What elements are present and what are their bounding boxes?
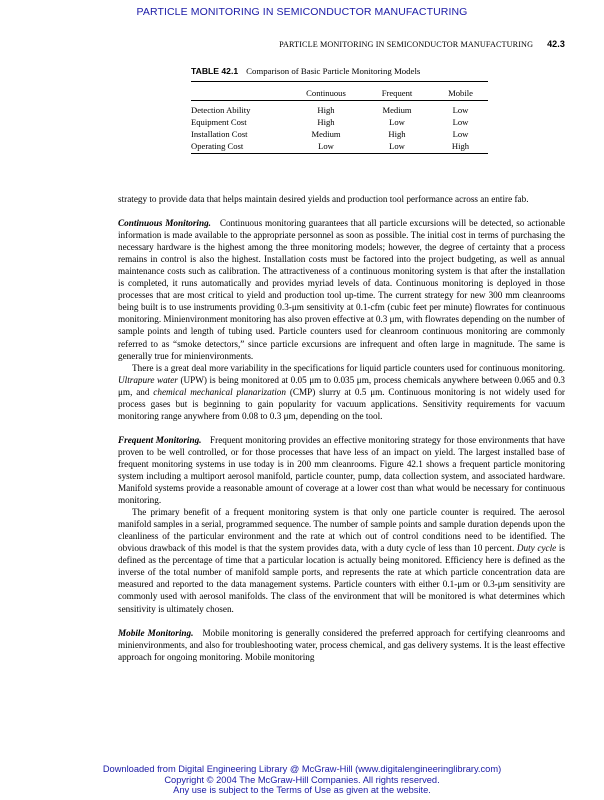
text-span: is defined as the percentage of time that a particular location is actually being monitored. Efficiency here is defined as the inverse of the total number of manifold sample ports, and represents the rate at which particle concentration data are measured and reported to the data management systems. Particle counters with either 0.1-μm or 0.3-μm sensitivity are commonly used with aerosol manifolds. The class of the environment that will be monitored is what determines which sensitivity is ultimately chosen. (118, 543, 565, 614)
body-text (118, 193, 565, 663)
comparison-table (191, 87, 488, 152)
footer-terms: Any use is subject to the Terms of Use as given at the website. (173, 785, 431, 796)
mobile-text: Mobile monitoring is generally considered the preferred approach for certifying cleanrooms and minienvironments, and also for troubleshooting water, process chemical, and gas delivery systems. It is the least effective approach for ongoing monitoring. Mobile monitoring (118, 627, 565, 662)
table-cell: High (317, 117, 335, 127)
mobile-paragraph-1 (118, 627, 565, 663)
text-span: (UPW) is being monitored at 0.05 μm to 0.035 μm, process chemicals anywhere between 0.065 and 0.3 μm, and (118, 374, 565, 397)
download-banner: PARTICLE MONITORING IN SEMICONDUCTOR MANUFACTURING (136, 6, 468, 18)
table-header-cell: Frequent (381, 88, 413, 98)
table-cell: Low (452, 105, 469, 115)
table-cell: Low (389, 117, 405, 127)
text-span: (CMP) slurry at 0.5 μm. Continuous monitoring is not widely used for process gases but is beginning to gain popularity for vacuum applications. Sensitivity requirements for vacuum monitoring range anywhere from 0.08 to 0.3 μm, depending on the tool. (118, 386, 565, 421)
table-row (191, 140, 488, 152)
table-header-row (191, 87, 488, 104)
term-duty-cycle: Duty cycle (516, 543, 557, 554)
table-row (191, 104, 488, 116)
table-cell: Low (389, 141, 405, 151)
frequent-heading: Frequent Monitoring. (118, 434, 202, 445)
table-bottom-rule (191, 153, 488, 154)
footer (0, 764, 604, 796)
frequent-paragraph-2 (118, 506, 565, 614)
table-header-empty (191, 87, 291, 104)
table-cell: High (451, 141, 470, 151)
table-row (191, 116, 488, 128)
term-ultrapure-water: Ultrapure water (118, 374, 178, 385)
continuous-paragraph-1 (118, 217, 565, 362)
row-label: Equipment Cost (191, 117, 247, 127)
continuous-text: Continuous monitoring guarantees that all particle excursions will be detected, so actionable information is made available to the appropriate personnel as soon as possible. The initial cost in terms of purchasing the necessary hardware is the highest among the three monitoring models; however, the degree of certainty that a process remains in control is also the highest. Installation costs must be factored into the project budgeting, as well as annual maintenance costs such as calibration. The attractiveness of a continuous monitoring system is that after the installation is completed, it runs automatically and provides myriad levels of data. Continuous monitoring is deployed in those processes that are most critical to yield and production tool up-time. The current strategy for new 300 mm cleanrooms being built is to use instruments providing 0.3-μm sensitivity at 0.1-cfm (cubic feet per minute) flowrates for continuous monitoring. Minienvironment monitoring has also proven effective at 0.3 μm, with flowrates depending on the number of sample points and length of tubing used. Particle counters used for cleanroom continuous monitoring are commonly referred to as “smoke detectors,” since particle excursions are infrequent and often large in magnitude. The same is generally true for minienvironments. (118, 218, 566, 361)
table-cell: Low (318, 141, 334, 151)
table-title: Comparison of Basic Particle Monitoring Models (246, 66, 421, 76)
running-head (120, 39, 565, 49)
table-row (191, 128, 488, 140)
frequent-paragraph-1 (118, 434, 565, 506)
table-cell: Low (452, 117, 469, 127)
continuous-paragraph-2 (118, 362, 565, 422)
row-label: Operating Cost (191, 141, 244, 151)
footer-copyright: Copyright © 2004 The McGraw-Hill Companies. All rights reserved. (164, 774, 440, 785)
mobile-heading: Mobile Monitoring. (118, 627, 194, 638)
intro-paragraph: strategy to provide data that helps maintain desired yields and production tool performance across an entire fab. (118, 194, 529, 204)
row-label: Detection Ability (191, 105, 251, 115)
row-label: Installation Cost (191, 129, 248, 139)
term-cmp: chemical mechanical planarization (153, 386, 286, 397)
table-cell: High (317, 105, 335, 115)
footer-download-link[interactable]: Downloaded from Digital Engineering Library @ McGraw-Hill (www.digitalengineeringlibrary.com) (102, 764, 502, 774)
table-cell: Medium (382, 105, 412, 115)
running-head-title: PARTICLE MONITORING IN SEMICONDUCTOR MANUFACTURING (279, 40, 534, 49)
frequent-text: Frequent monitoring provides an effective monitoring strategy for those environments that have proven to be well controlled, or for those processes that have less of an impact on yield. The largest installed base of frequent monitoring systems in use today is in 200 mm cleanrooms. Figure 42.1 shows a frequent particle monitoring system including a multiport aerosol manifold, particle counter, pump, data collection system, and associated hardware. Manifold systems provide a reasonable amount of coverage at a lower cost than what would be necessary for continuous monitoring. (118, 434, 566, 506)
table-cell: High (388, 129, 406, 139)
continuous-heading: Continuous Monitoring. (118, 218, 211, 229)
page-number: 42.3 (547, 39, 565, 49)
table-caption (191, 66, 420, 76)
table-cell: Medium (311, 129, 341, 139)
table-cell: Low (452, 129, 469, 139)
table-top-rule (191, 81, 488, 82)
table-header-cell: Mobile (448, 88, 473, 98)
table-header-cell: Continuous (306, 88, 346, 98)
table-number: TABLE 42.1 (191, 66, 239, 76)
text-span: The primary benefit of a frequent monitoring system is that only one particle counter is required. The aerosol manifold samples in a serial, programmed sequence. The number of sample points and sample duration depends upon the cleanliness of the particular environment and the rate at which out of control conditions need to be identified. The obvious drawback of this model is that the system provides data, with a duty cycle of less than 10 percent. (118, 507, 565, 554)
text-span: There is a great deal more variability in the specifications for liquid particle counters used for continuous monitoring. (132, 362, 565, 373)
